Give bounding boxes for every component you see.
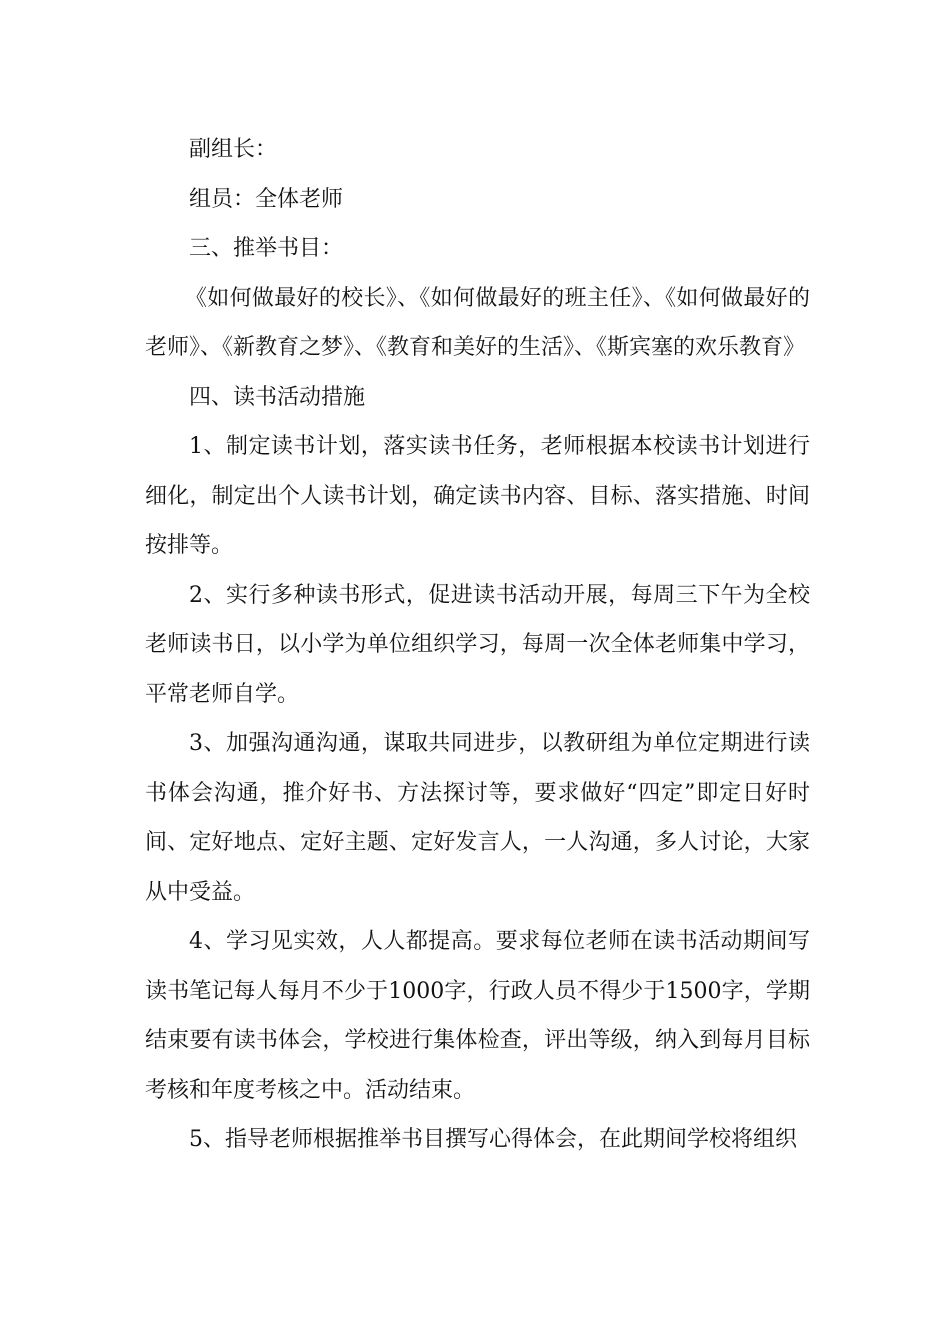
document-body <box>145 125 810 1165</box>
heading-reading-measures: 四、读书活动措施 <box>189 384 366 410</box>
paragraph-measure-1: 1、制定读书计划，落实读书任务，老师根据本校读书计划进行细化，制定出个人读书计划，确定读书内容、目标、落实措施、时间按排等。 <box>145 434 810 558</box>
paragraph-measure-3: 3、加强沟通沟通，谋取共同进步，以教研组为单位定期进行读书体会沟通，推介好书、方法探讨等，要求做好“四定”即定日好时间、定好地点、定好主题、定好发言人，一人沟通，多人讨论，大家从中受益。 <box>145 731 810 905</box>
paragraph-book-list: 《如何做最好的校长》、《如何做最好的班主任》、《如何做最好的老师》、《新教育之梦》、《教育和美好的生活》、《斯宾塞的欢乐教育》 <box>145 285 810 360</box>
heading-recommended-books: 三、推举书目： <box>189 236 344 261</box>
paragraph-deputy-leader: 副组长： <box>189 137 278 162</box>
paragraph-measure-5: 5、指导老师根据推举书目撰写心得体会，在此期间学校将组织 <box>189 1127 797 1152</box>
paragraph-members: 组员：全体老师 <box>189 186 344 212</box>
paragraph-measure-4: 4、学习见实效，人人都提高。要求每位老师在读书活动期间写读书笔记每人每月不少于1000字，行政人员不得少于1500字，学期结束要有读书体会，学校进行集体检查，评出等级，纳入到每月目标考核和年度考核之中。活动结束。 <box>145 929 810 1103</box>
paragraph-measure-2: 2、实行多种读书形式，促进读书活动开展，每周三下午为全校老师读书日，以小学为单位组织学习，每周一次全体老师集中学习，平常老师自学。 <box>145 582 810 707</box>
